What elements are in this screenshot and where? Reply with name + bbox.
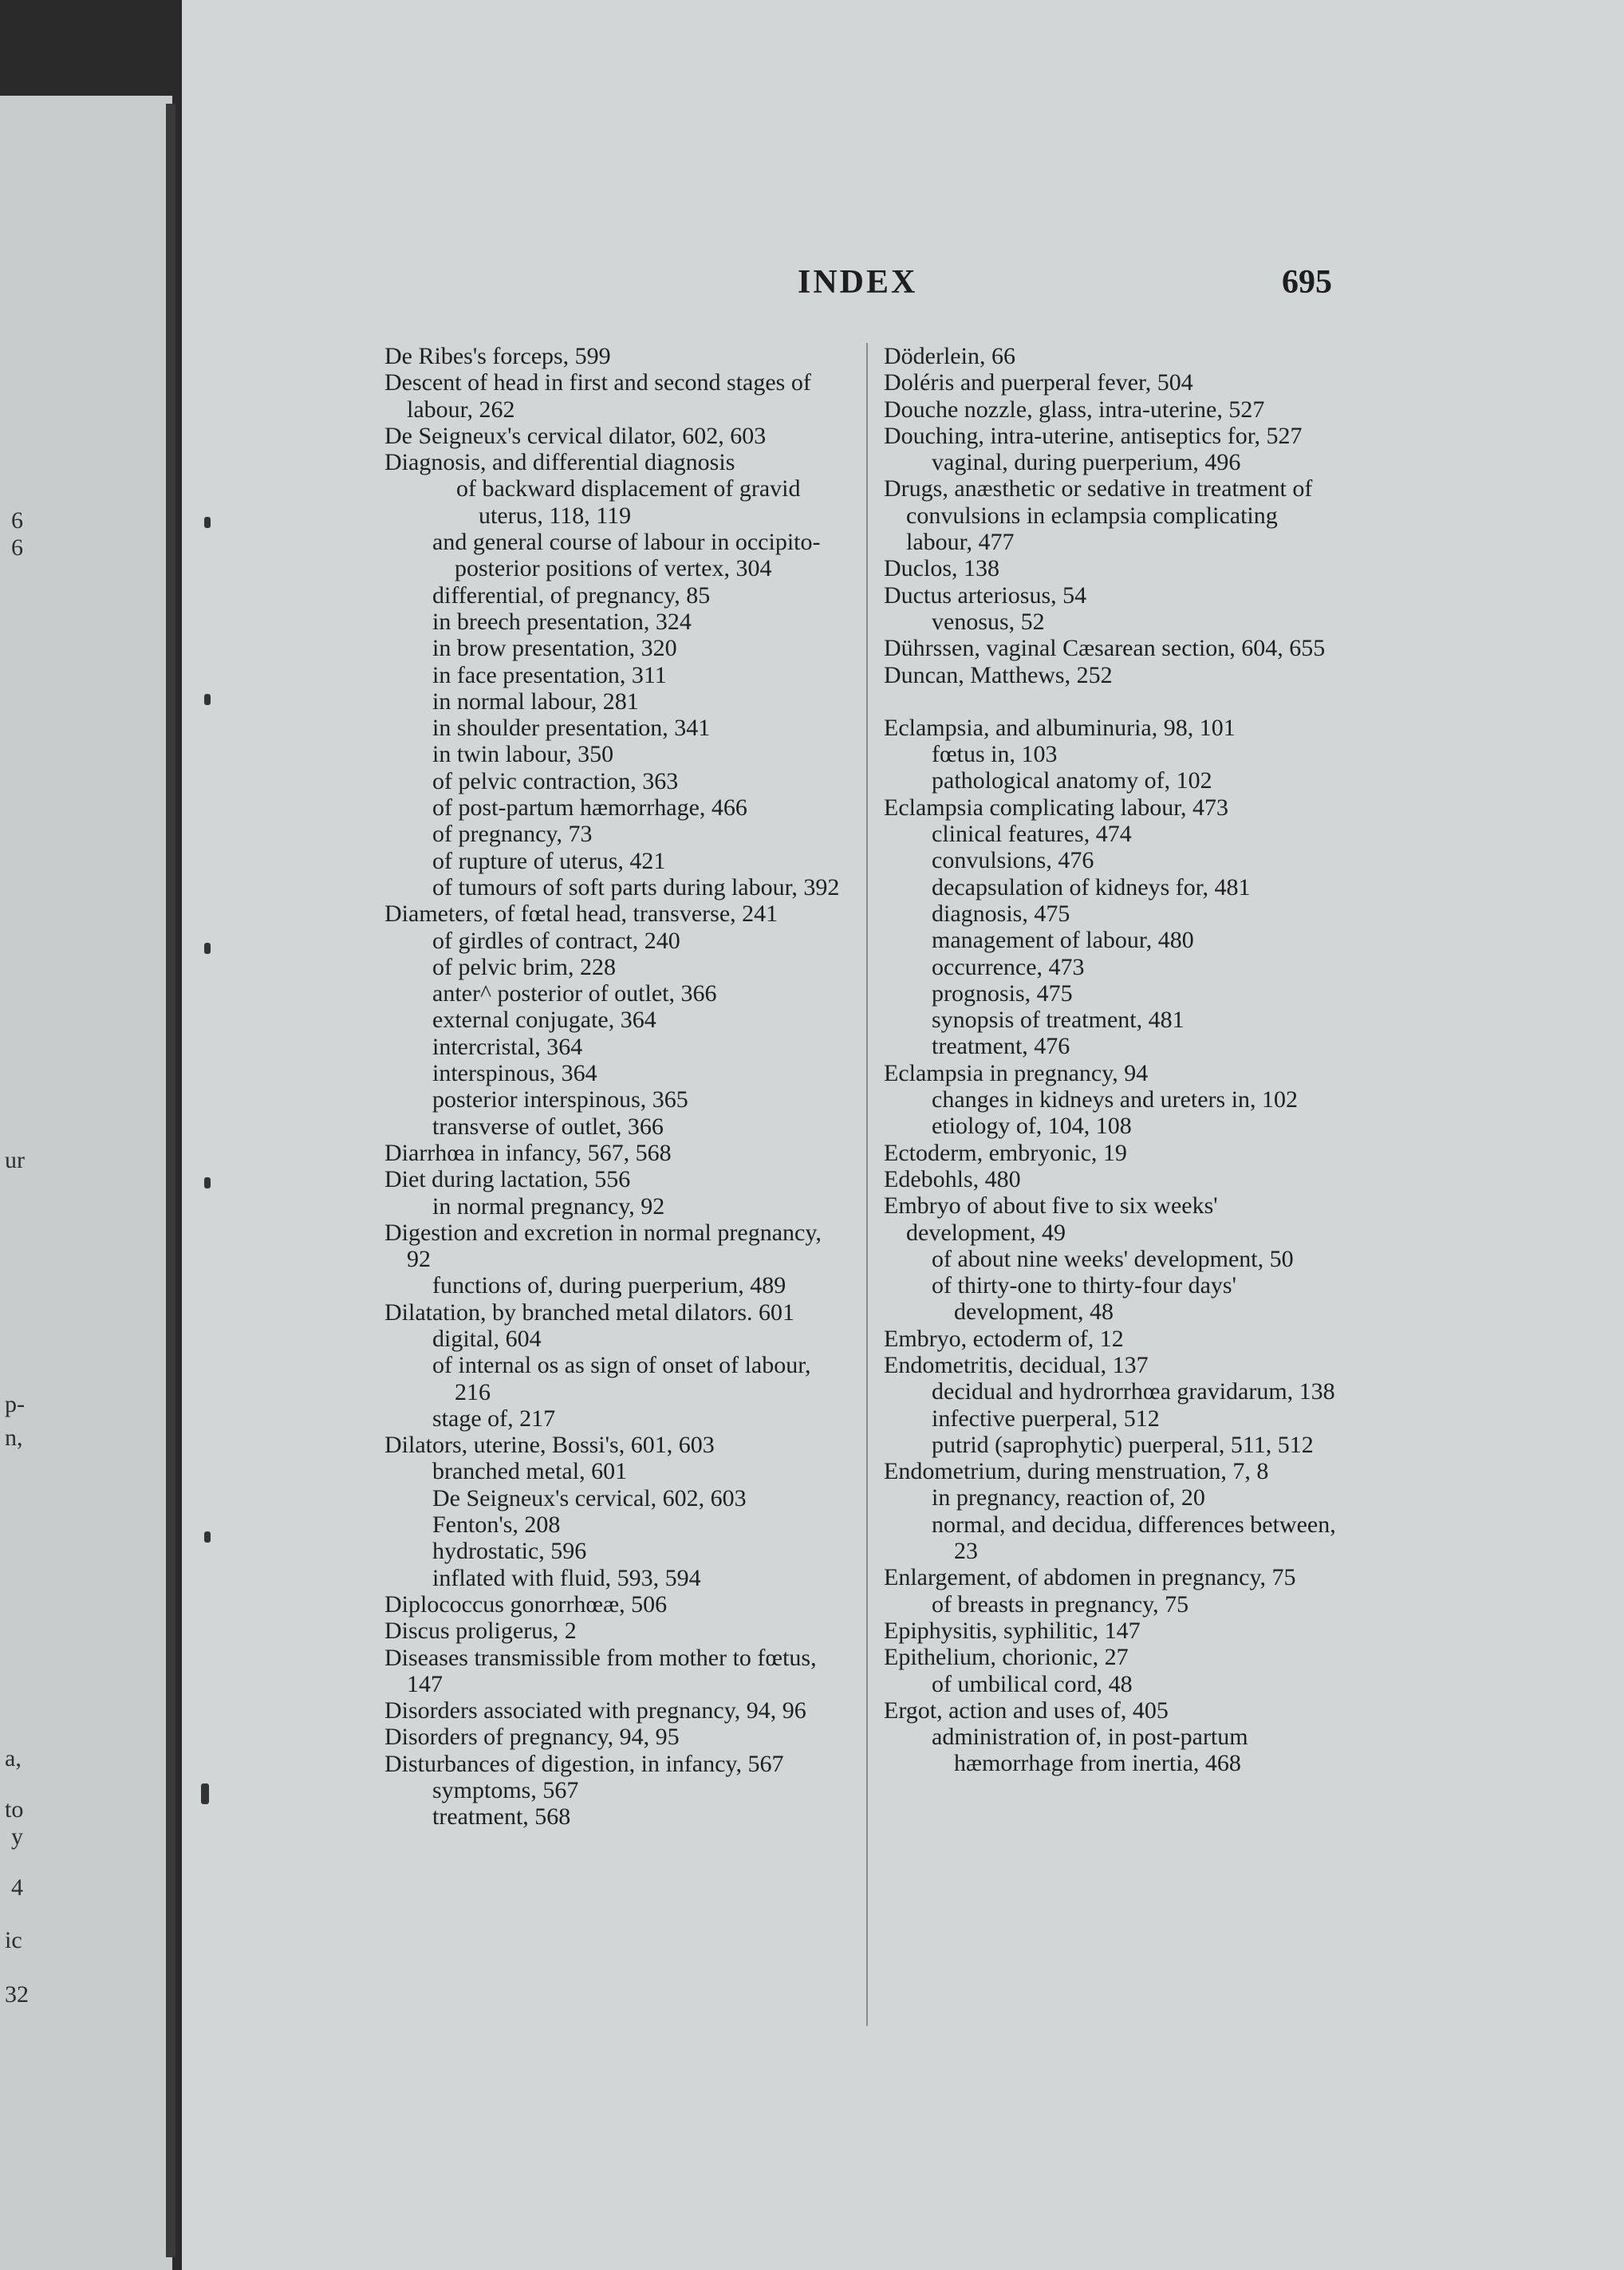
index-subentry: stage of, 217 — [432, 1405, 556, 1432]
index-heading: Eclampsia complicating labour, 473 — [884, 794, 1229, 821]
index-subentry: etiology of, 104, 108 — [932, 1113, 1132, 1140]
left-page-fragment: 6 — [11, 534, 23, 561]
index-heading: Döderlein, 66 — [884, 343, 1015, 369]
index-heading: Disorders associated with pregnancy, 94, 96 — [384, 1697, 806, 1724]
index-heading: Endometrium, during menstruation, 7, 8 — [884, 1458, 1269, 1485]
index-heading: Dührssen, vaginal Cæsarean section, 604, 655 — [884, 635, 1326, 662]
index-subentry: convulsions, 476 — [932, 847, 1094, 874]
index-subentry: in breech presentation, 324 — [432, 608, 692, 635]
index-subentry: vaginal, during puerperium, 496 — [932, 449, 1241, 476]
index-subentry: prognosis, 475 — [932, 979, 1073, 1007]
index-subentry: administration of, in post-partum hæmorrhage from inertia, 468 — [932, 1724, 1248, 1777]
index-subentry: treatment, 476 — [932, 1033, 1070, 1060]
margin-mark — [204, 517, 211, 528]
index-heading: Epiphysitis, syphilitic, 147 — [884, 1617, 1141, 1644]
index-subentry: of pelvic brim, 228 — [432, 953, 616, 980]
index-heading: Ectoderm, embryonic, 19 — [884, 1139, 1127, 1166]
index-subentry: of girdles of contract, 240 — [432, 927, 680, 954]
index-subentry: of thirty-one to thirty-four days' development, 48 — [932, 1272, 1236, 1326]
index-heading: Eclampsia, and albuminuria, 98, 101 — [884, 714, 1236, 741]
index-subentry: and general course of labour in occipito-posterior positions of vertex, 304 — [432, 529, 821, 582]
index-heading: Endometritis, decidual, 137 — [884, 1351, 1149, 1378]
index-subentry: De Seigneux's cervical, 602, 603 — [432, 1484, 747, 1511]
index-heading: Disorders of pregnancy, 94, 95 — [384, 1724, 680, 1751]
index-heading: Digestion and excretion in normal pregnancy, 92 — [384, 1219, 822, 1273]
index-subentry: clinical features, 474 — [932, 821, 1132, 848]
index-subentry: decapsulation of kidneys for, 481 — [932, 873, 1251, 901]
index-heading: De Seigneux's cervical dilator, 602, 603 — [384, 422, 767, 449]
index-subentry: anter^ posterior of outlet, 366 — [432, 980, 717, 1007]
left-page-fragment: 32 — [5, 1981, 29, 2008]
index-subentry: symptoms, 567 — [432, 1777, 579, 1804]
index-heading: Discus proligerus, 2 — [384, 1618, 577, 1645]
index-heading: Enlargement, of abdomen in pregnancy, 75 — [884, 1564, 1296, 1591]
index-subentry: changes in kidneys and ureters in, 102 — [932, 1086, 1299, 1113]
index-subentry: intercristal, 364 — [432, 1033, 583, 1060]
index-heading: Epithelium, chorionic, 27 — [884, 1644, 1129, 1671]
index-subentry: in normal pregnancy, 92 — [432, 1192, 665, 1220]
index-heading: Doléris and puerperal fever, 504 — [884, 369, 1193, 396]
index-column-left — [384, 343, 847, 1831]
margin-mark — [204, 694, 211, 705]
index-subentry: inflated with fluid, 593, 594 — [432, 1564, 701, 1591]
index-heading: Diplococcus gonorrhœæ, 506 — [384, 1590, 668, 1618]
page-number: 695 — [1282, 264, 1332, 301]
index-subentry: of tumours of soft parts during labour, 392 — [432, 873, 840, 901]
index-heading: Dilators, uterine, Bossi's, 601, 603 — [384, 1432, 715, 1459]
index-heading: Disturbances of digestion, in infancy, 567 — [384, 1750, 784, 1777]
index-heading: Duclos, 138 — [884, 555, 999, 582]
index-heading: Dilatation, by branched metal dilators. 601 — [384, 1299, 795, 1326]
left-page-fragment: n, — [5, 1425, 23, 1451]
index-subentry: in face presentation, 311 — [432, 661, 667, 688]
left-page-fragment: 6 — [11, 507, 23, 534]
index-heading: Descent of head in first and second stages of labour, 262 — [384, 369, 811, 423]
index-heading: Duncan, Matthews, 252 — [884, 661, 1113, 688]
index-subentry: digital, 604 — [432, 1325, 542, 1352]
index-subentry: treatment, 568 — [432, 1803, 571, 1831]
index-heading: Diet during lactation, 556 — [384, 1166, 631, 1193]
index-subentry: of pelvic contraction, 363 — [432, 767, 679, 794]
index-subentry: posterior interspinous, 365 — [432, 1086, 688, 1113]
index-subentry: of breasts in pregnancy, 75 — [932, 1590, 1189, 1618]
left-page-fragment: ur — [5, 1147, 25, 1173]
index-subentry: management of labour, 480 — [932, 927, 1194, 954]
margin-mark — [201, 1783, 209, 1804]
index-heading: Drugs, anæsthetic or sedative in treatment of convulsions in eclampsia complicating labour, 477 — [884, 475, 1313, 556]
index-subentry: infective puerperal, 512 — [932, 1405, 1160, 1432]
index-subentry: venosus, 52 — [932, 608, 1045, 635]
index-subentry: of umbilical cord, 48 — [932, 1670, 1133, 1697]
left-page-fragment: y — [11, 1823, 23, 1850]
index-heading: Ergot, action and uses of, 405 — [884, 1697, 1169, 1724]
margin-mark — [204, 1177, 211, 1188]
book-spine — [166, 104, 175, 2257]
index-subentry: interspinous, 364 — [432, 1060, 597, 1087]
margin-mark — [204, 1531, 211, 1543]
index-subentry: Fenton's, 208 — [432, 1511, 561, 1539]
index-subentry: in twin labour, 350 — [432, 741, 614, 768]
index-subentry: in normal labour, 281 — [432, 688, 639, 715]
index-heading: Douching, intra-uterine, antiseptics for, 527 — [884, 422, 1303, 449]
index-subentry: of backward displacement of gravid uterus, 118, 119 — [456, 475, 801, 529]
index-subentry: normal, and decidua, differences between, 23 — [932, 1511, 1336, 1565]
index-subentry: decidual and hydrorrhœa gravidarum, 138 — [932, 1378, 1335, 1405]
index-subentry: of about nine weeks' development, 50 — [932, 1245, 1294, 1272]
left-page-fragment: a, — [5, 1745, 22, 1771]
running-head — [383, 263, 1340, 311]
column-divider — [866, 343, 868, 2026]
index-heading: Embryo, ectoderm of, 12 — [884, 1325, 1124, 1352]
index-subentry: diagnosis, 475 — [932, 900, 1070, 927]
index-heading: Diagnosis, and differential diagnosis — [384, 449, 735, 476]
index-heading: Eclampsia in pregnancy, 94 — [884, 1059, 1149, 1086]
left-page-fragment: to — [5, 1796, 24, 1823]
index-subentry: external conjugate, 364 — [432, 1007, 656, 1034]
index-heading: Diseases transmissible from mother to fœtus, 147 — [384, 1644, 817, 1697]
left-page-fragment: ic — [5, 1927, 22, 1953]
index-subentry: of pregnancy, 73 — [432, 821, 593, 848]
index-subentry: functions of, during puerperium, 489 — [432, 1272, 786, 1299]
margin-mark — [204, 943, 211, 954]
index-subentry: in brow presentation, 320 — [432, 635, 677, 662]
section-gap — [884, 688, 1346, 715]
index-subentry: of rupture of uterus, 421 — [432, 847, 666, 874]
index-subentry: branched metal, 601 — [432, 1458, 628, 1485]
index-subentry: putrid (saprophytic) puerperal, 511, 512 — [932, 1431, 1314, 1458]
left-page-fragment: 4 — [11, 1874, 23, 1901]
index-heading: De Ribes's forceps, 599 — [384, 343, 611, 369]
index-subentry: pathological anatomy of, 102 — [932, 767, 1212, 794]
index-subentry: fœtus in, 103 — [932, 741, 1058, 768]
index-subentry: in pregnancy, reaction of, 20 — [932, 1484, 1205, 1511]
index-subentry: occurrence, 473 — [932, 953, 1085, 980]
index-heading: Embryo of about five to six weeks' development, 49 — [884, 1192, 1218, 1246]
index-subentry: of post-partum hæmorrhage, 466 — [432, 794, 747, 822]
index-heading: Diameters, of fœtal head, transverse, 241 — [384, 901, 778, 928]
page-title: INDEX — [798, 264, 918, 301]
index-heading: Edebohls, 480 — [884, 1165, 1021, 1192]
index-column-right — [884, 343, 1346, 1777]
index-subentry: transverse of outlet, 366 — [432, 1113, 664, 1140]
index-heading: Ductus arteriosus, 54 — [884, 581, 1087, 609]
index-subentry: of internal os as sign of onset of labour, 216 — [432, 1352, 811, 1405]
left-page-edge — [0, 96, 172, 2270]
left-page-fragment: p- — [5, 1391, 25, 1417]
index-subentry: differential, of pregnancy, 85 — [432, 581, 711, 609]
index-heading: Diarrhœa in infancy, 567, 568 — [384, 1139, 672, 1166]
index-subentry: hydrostatic, 596 — [432, 1538, 587, 1565]
index-subentry: synopsis of treatment, 481 — [932, 1007, 1184, 1034]
index-heading: Douche nozzle, glass, intra-uterine, 527 — [884, 396, 1265, 423]
index-subentry: in shoulder presentation, 341 — [432, 715, 711, 742]
